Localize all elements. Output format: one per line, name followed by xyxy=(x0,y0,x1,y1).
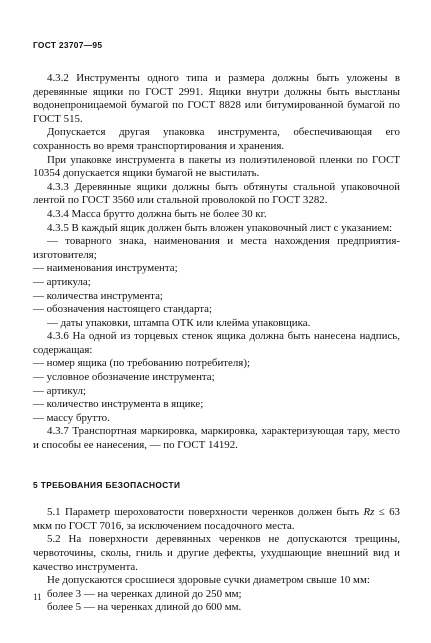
paragraph-5-2: 5.2 На поверхности деревянных черенков не допускаются трещины, червоточины, сколы, гниль и другие дефекты, ухудшающие внешний вид и качество инструмента. xyxy=(33,533,400,573)
paragraph-4-3-4: 4.3.4 Масса брутто должна быть не более 30 кг. xyxy=(47,207,267,220)
list-item: более 5 — на черенках длиной до 600 мм. xyxy=(47,601,242,614)
list-item: — товарного знака, наименования и места нахождения предприятия-изготовителя; xyxy=(33,235,400,261)
paragraph-knots: Не допускаются сросшиеся здоровые сучки диаметром свыше 10 мм: xyxy=(47,574,370,587)
paragraph-4-3-5: 4.3.5 В каждый ящик должен быть вложен упаковочный лист с указанием: xyxy=(47,221,393,234)
list-item: — номер ящика (по требованию потребителя); xyxy=(33,357,250,370)
roughness-symbol: Rz xyxy=(363,506,375,519)
list-item: — количества инструмента; xyxy=(33,289,163,302)
paragraph-4-3-2: 4.3.2 Инструменты одного типа и размера должны быть уложены в деревянные ящики по ГОСТ 2991. Ящики внутри должны быть выстланы водонепроницаемой бумагой по ГОСТ 8828 или битумированной бумагой по ГОСТ 515. xyxy=(33,72,400,125)
list-item: — артикула; xyxy=(33,275,91,288)
list-item: — количество инструмента в ящике; xyxy=(33,398,204,411)
running-header: ГОСТ 23707—95 xyxy=(33,40,103,50)
paragraph-film-packing: При упаковке инструмента в пакеты из полиэтиленовой пленки по ГОСТ 10354 допускается ящики бумагой не выстилать. xyxy=(33,153,400,180)
paragraph-alternative-packing: Допускается другая упаковка инструмента, обеспечивающая его сохранность во время транспортирования и хранения. xyxy=(33,126,400,152)
page-number: 11 xyxy=(33,592,42,602)
paragraph-5-1-text: 5.1 Параметр шероховатости поверхности черенков должен быть xyxy=(47,506,364,519)
paragraph-4-3-6: 4.3.6 На одной из торцевых стенок ящика должна быть нанесена надпись, содержащая: xyxy=(33,330,400,356)
list-item: — условное обозначение инструмента; xyxy=(33,371,215,384)
list-item: — даты упаковки, штампа ОТК или клейма упаковщика. xyxy=(47,316,311,329)
list-item: — артикул; xyxy=(33,384,86,397)
list-item: — наименования инструмента; xyxy=(33,262,178,275)
paragraph-5-1-text-end: ≤ 63 мкм по ГОСТ 7016, за исключением посадочного места. xyxy=(33,506,400,532)
paragraph-4-3-3: 4.3.3 Деревянные ящики должны быть обтянуты стальной упаковочной лентой по ГОСТ 3560 или стальной проволокой по ГОСТ 3282. xyxy=(33,180,400,207)
paragraph-4-3-7: 4.3.7 Транспортная маркировка, маркировка, характеризующая тару, место и способы ее нанесения, — по ГОСТ 14192. xyxy=(33,425,400,452)
section-title: 5 ТРЕБОВАНИЯ БЕЗОПАСНОСТИ xyxy=(33,479,181,490)
list-item: — обозначения настоящего стандарта; xyxy=(33,303,213,316)
paragraph-5-1 xyxy=(33,506,400,533)
list-item: более 3 — на черенках длиной до 250 мм; xyxy=(47,587,242,600)
document-body xyxy=(33,72,400,615)
list-item: — массу брутто. xyxy=(33,411,110,424)
